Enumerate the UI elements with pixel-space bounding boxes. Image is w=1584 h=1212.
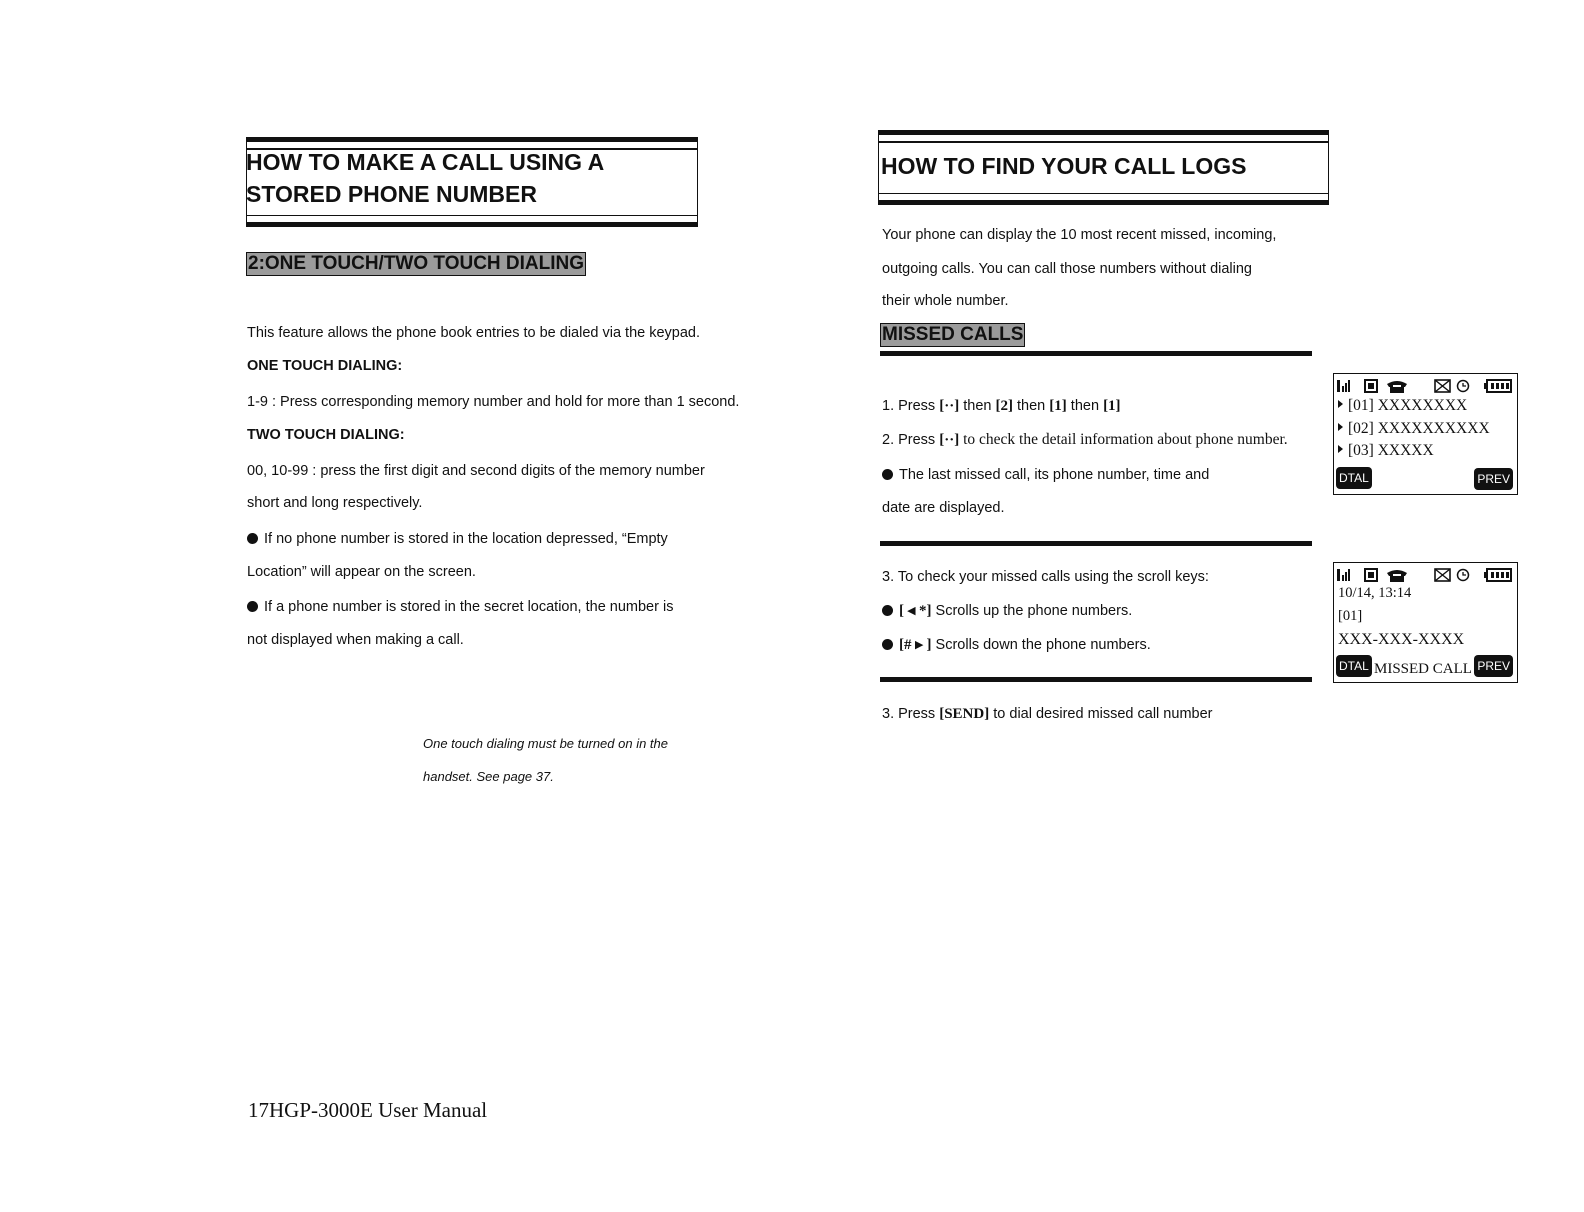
missed-list-entry: [03] XXXXX — [1348, 442, 1434, 459]
roaming-icon — [1365, 380, 1377, 392]
key-1: [1] — [1103, 398, 1121, 414]
scroll-down-bullet — [882, 636, 1151, 654]
status-bar — [1337, 376, 1516, 396]
call-logs-intro-1: Your phone can display the 10 most recent missed, incoming, — [882, 227, 1277, 243]
section-rule-1 — [880, 351, 1312, 356]
status-bar — [1337, 565, 1516, 585]
roaming-icon — [1365, 569, 1377, 581]
bullet-empty-location-2: Location” will appear on the screen. — [247, 564, 476, 580]
step-send-text: to dial desired missed call number — [989, 706, 1213, 722]
footer-manual-title: 17HGP-3000E User Manual — [248, 1098, 488, 1122]
two-touch-heading: TWO TOUCH DIALING: — [247, 427, 405, 443]
message-icon — [1435, 380, 1450, 392]
missed-number: XXX-XXX-XXXX — [1338, 631, 1465, 648]
one-two-touch-subheading: 2:ONE TOUCH/TWO TOUCH DIALING — [248, 253, 585, 274]
detail-softkey[interactable]: DTAL — [1336, 467, 1372, 489]
message-icon — [1435, 569, 1450, 581]
missed-calls-subheading: MISSED CALLS — [882, 324, 1024, 345]
scroll-down-key: [# ▸ ] — [899, 637, 932, 653]
bullet-icon — [247, 601, 258, 612]
step-1-text: 1. Press — [882, 398, 940, 414]
bullet-icon — [882, 469, 893, 480]
left-page-title: HOW TO MAKE A CALL USING A STORED PHONE NUMBER — [246, 149, 605, 207]
step-1-text: then — [959, 398, 996, 414]
last-missed-bullet-1 — [882, 466, 1209, 484]
note-line-1: One touch dialing must be turned on in the — [423, 736, 668, 751]
section-rule-3 — [880, 677, 1312, 682]
phone-icon — [1387, 381, 1407, 393]
missed-call-label: MISSED CALL — [1374, 661, 1472, 677]
menu-key: [··] — [939, 398, 960, 414]
prev-softkey[interactable]: PREV — [1474, 655, 1513, 677]
detail-softkey[interactable]: DTAL — [1336, 655, 1372, 677]
bullet-text: If a phone number is stored in the secret location, the number is — [264, 599, 674, 615]
scroll-up-key: [ ◂ *] — [899, 603, 932, 619]
bullet-icon — [882, 639, 893, 650]
right-page-title: HOW TO FIND YOUR CALL LOGS — [881, 153, 1247, 179]
bullet-secret-location-1 — [247, 598, 673, 616]
missed-datetime: 10/14, 13:14 — [1338, 585, 1412, 601]
missed-list-entry: [01] XXXXXXXX — [1348, 397, 1468, 414]
step-send-text: 3. Press — [882, 706, 940, 722]
bullet-icon — [247, 533, 258, 544]
bullet-text: The last missed call, its phone number, time and — [899, 467, 1210, 483]
intro-text: This feature allows the phone book entries to be dialed via the keypad. — [247, 325, 701, 341]
phone-screen-missed-list — [1333, 373, 1518, 495]
step-3: 3. To check your missed calls using the scroll keys: — [882, 569, 1209, 585]
arrow-icon — [1338, 423, 1343, 431]
missed-list-row — [1338, 420, 1490, 438]
step-1-text: then — [1013, 398, 1050, 414]
step-1-text: then — [1066, 398, 1104, 414]
missed-list-row — [1338, 397, 1467, 415]
note-line-2: handset. See page 37. — [423, 769, 554, 784]
bullet-secret-location-2: not displayed when making a call. — [247, 632, 464, 648]
step-2 — [882, 431, 1288, 449]
two-touch-text-1: 00, 10-99 : press the first digit and second digits of the memory number — [247, 463, 705, 479]
alarm-icon — [1458, 570, 1469, 581]
battery-icon — [1484, 569, 1511, 581]
missed-list-entry: [02] XXXXXXXXXX — [1348, 420, 1490, 437]
battery-icon — [1484, 380, 1511, 392]
phone-icon — [1387, 570, 1407, 582]
arrow-icon — [1338, 445, 1343, 453]
call-logs-intro-2: outgoing calls. You can call those numbers without dialing — [882, 261, 1252, 277]
scroll-up-bullet — [882, 602, 1132, 620]
arrow-icon — [1338, 400, 1343, 408]
key-2: [2] — [995, 398, 1013, 414]
signal-icon — [1337, 380, 1350, 392]
last-missed-bullet-2: date are displayed. — [882, 500, 1005, 516]
one-touch-heading: ONE TOUCH DIALING: — [247, 358, 403, 374]
scroll-up-text: Scrolls up the phone numbers. — [931, 603, 1133, 619]
send-key: [SEND] — [939, 706, 990, 722]
scroll-down-text: Scrolls down the phone numbers. — [931, 637, 1151, 653]
phone-screen-missed-detail — [1333, 562, 1518, 683]
call-logs-intro-3: their whole number. — [882, 293, 1009, 309]
prev-softkey[interactable]: PREV — [1474, 468, 1513, 490]
missed-list-row — [1338, 442, 1434, 460]
one-touch-text: 1-9 : Press corresponding memory number and hold for more than 1 second. — [247, 394, 740, 410]
bullet-icon — [882, 605, 893, 616]
bullet-empty-location-1 — [247, 530, 668, 548]
missed-index: [01] — [1338, 608, 1363, 624]
step-send — [882, 705, 1212, 723]
bullet-text: If no phone number is stored in the location depressed, “Empty — [264, 531, 668, 547]
step-2-detail: to check the detail information about phone number. — [959, 431, 1288, 448]
step-1 — [882, 397, 1121, 415]
two-touch-text-2: short and long respectively. — [247, 495, 423, 511]
alarm-icon — [1458, 381, 1469, 392]
step-2-text: 2. Press — [882, 432, 940, 448]
section-rule-2 — [880, 541, 1312, 546]
key-1: [1] — [1049, 398, 1067, 414]
signal-icon — [1337, 569, 1350, 581]
menu-key: [··] — [939, 432, 960, 448]
